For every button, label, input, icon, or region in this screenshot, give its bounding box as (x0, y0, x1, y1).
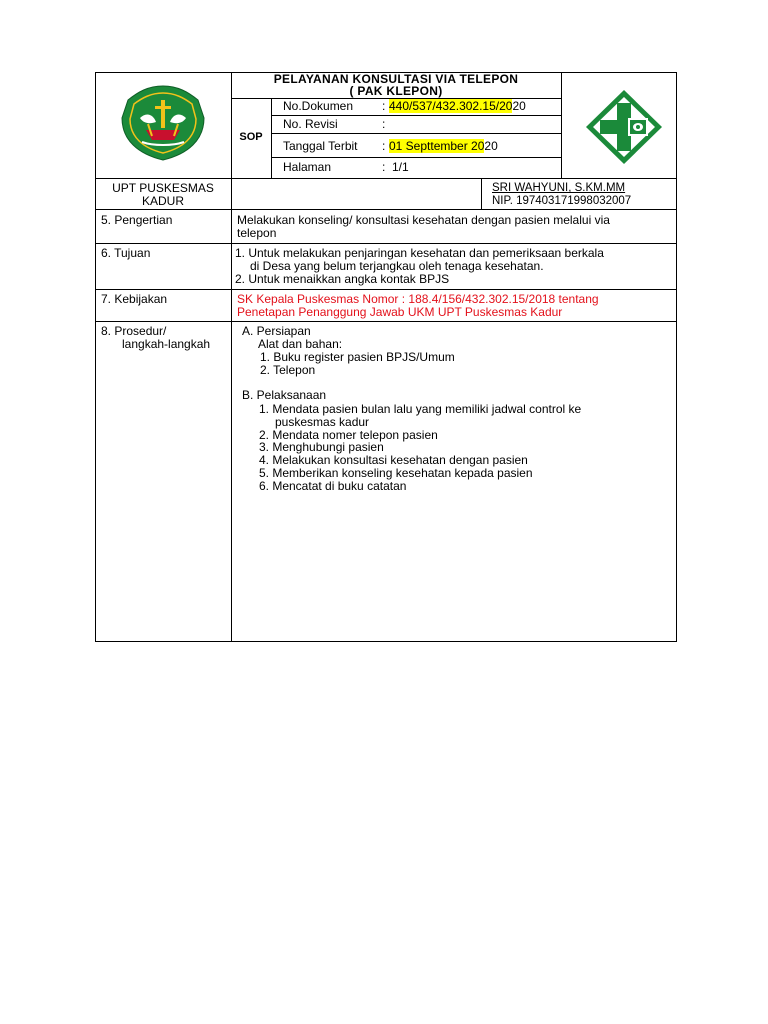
page-count-sep: : (382, 160, 386, 174)
table-row-divider (95, 243, 676, 244)
puskesmas-logo-icon (584, 88, 664, 166)
table-row-divider (95, 321, 676, 322)
page-title: PELAYANAN KONSULTASI VIA TELEPON (273, 72, 519, 86)
page-count-label: Halaman (283, 160, 332, 174)
pelaksanaan-step-1-line1: 1. Mendata pasien bulan lalu yang memiliki jadwal control ke (259, 402, 582, 416)
tujuan-item1-line1: 1. Untuk melakukan penjaringan kesehatan dan pemeriksaan berkala (235, 246, 604, 260)
pengertian-label: 5. Pengertian (101, 213, 173, 227)
pelaksanaan-step: 2. Mendata nomer telepon pasien (259, 428, 438, 442)
alat-item: 1. Buku register pasien BPJS/Umum (260, 350, 455, 364)
issue-date-label: Tanggal Terbit (283, 139, 358, 153)
kebijakan-label: 7. Kebijakan (101, 292, 168, 306)
table-row-divider (271, 133, 561, 134)
prosedur-label-line1: 8. Prosedur/ (101, 324, 167, 338)
kebijakan-text-line1: SK Kepala Puskesmas Nomor : 188.4/156/432.302.15/2018 tentang (237, 292, 599, 306)
issue-date-highlight: 01 Septtember 20 (389, 139, 485, 153)
doc-number-sep: : (382, 99, 386, 113)
table-border-left (95, 72, 96, 642)
pelaksanaan-step: 3. Menghubungi pasien (259, 440, 384, 454)
revision-label: No. Revisi (283, 117, 338, 131)
issue-date-sep: : (382, 139, 386, 153)
pelaksanaan-step: 4. Melakukan konsultasi kesehatan dengan pasien (259, 453, 528, 467)
table-row-divider (271, 157, 561, 158)
regency-emblem-icon (118, 84, 208, 162)
kebijakan-text-line2: Penetapan Penanggung Jawab UKM UPT Puskesmas Kadur (237, 305, 563, 319)
alat-item: 2. Telepon (260, 363, 316, 377)
alat-title: Alat dan bahan: (258, 337, 343, 351)
org-unit-line2: KADUR (141, 194, 184, 208)
pengertian-text-line1: Melakukan konseling/ konsultasi kesehatan dengan pasien melalui via (237, 213, 610, 227)
doc-number-rest: 20 (512, 99, 526, 113)
pelaksanaan-title: B. Pelaksanaan (242, 388, 327, 402)
table-col-divider (271, 98, 272, 179)
signer-name: SRI WAHYUNI, S.KM.MM (492, 182, 626, 194)
pelaksanaan-step: 5. Memberikan konseling kesehatan kepada pasien (259, 466, 533, 480)
table-border-right (676, 72, 677, 642)
pengertian-text-line2: telepon (237, 226, 277, 240)
tujuan-label: 6. Tujuan (101, 246, 151, 260)
page-count-value: 1/1 (392, 160, 409, 174)
issue-date-value (389, 140, 498, 153)
issue-date-rest: 20 (484, 139, 498, 153)
table-col-divider (231, 72, 232, 642)
tujuan-item1-line2: di Desa yang belum terjangkau oleh tenaga kesehatan. (250, 259, 544, 273)
org-unit-line1: UPT PUSKESMAS (112, 181, 214, 195)
page-subtitle: ( PAK KLEPON) (349, 84, 443, 98)
persiapan-title: A. Persiapan (242, 324, 311, 338)
table-col-divider (481, 178, 482, 210)
table-row-divider (271, 115, 561, 116)
revision-sep: : (382, 117, 386, 131)
prosedur-label-line2: langkah-langkah (122, 337, 211, 351)
doc-number-value (389, 100, 526, 113)
pelaksanaan-step-1-line2: puskesmas kadur (275, 415, 370, 429)
table-col-divider (561, 72, 562, 179)
doc-number-label: No.Dokumen (283, 99, 354, 113)
sop-label: SOP (239, 131, 263, 143)
doc-number-highlight: 440/537/432.302.15/20 (389, 99, 513, 113)
table-border-bottom (95, 641, 676, 642)
table-row-divider (95, 178, 676, 179)
tujuan-item2: 2. Untuk menaikkan angka kontak BPJS (235, 272, 450, 286)
table-row-divider (95, 209, 676, 210)
table-row-divider (95, 289, 676, 290)
signer-nip: NIP. 197403171998032007 (492, 195, 632, 207)
pelaksanaan-step: 6. Mencatat di buku catatan (259, 479, 407, 493)
